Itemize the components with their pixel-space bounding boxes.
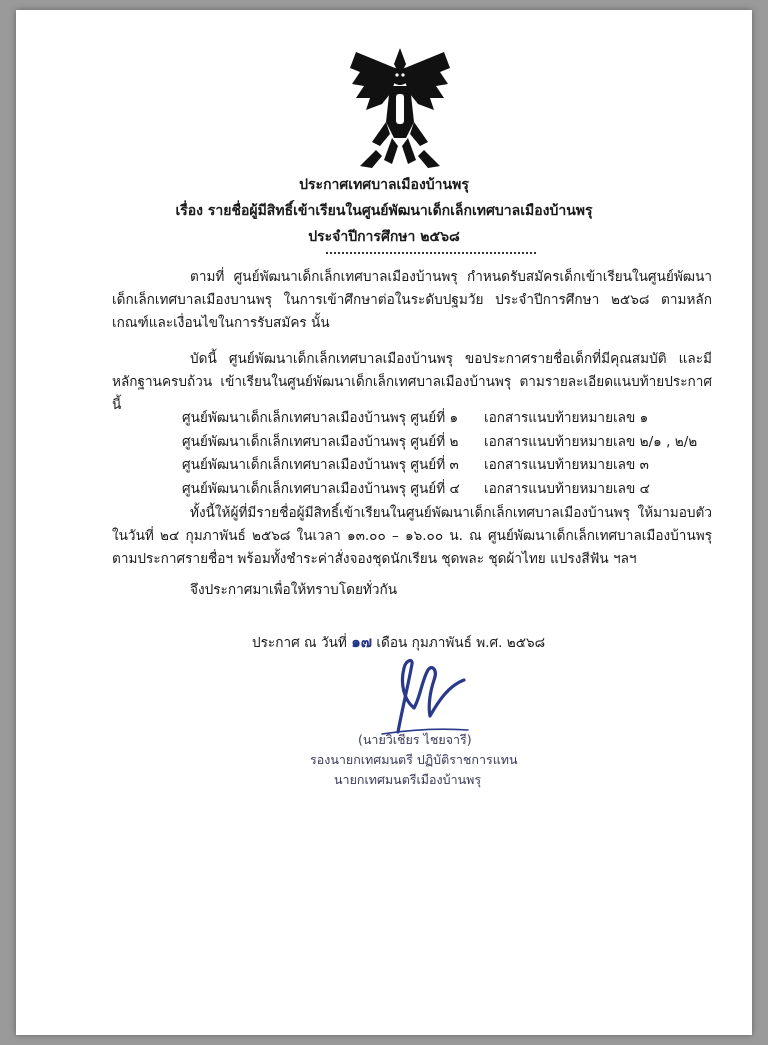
paragraph-3: ทั้งนี้ให้ผู้ที่มีรายชื่อผู้มีสิทธิ์เข้าเรียนในศูนย์พัฒนาเด็กเล็กเทศบาลเมืองบ้านพรุ ให้มามอบตัวในวันที่ ๒๔ กุมภาพันธ์ ๒๕๖๘ ในเวลา ๑๓.๐๐ – ๑๖.๐๐ น. ณ ศูนย์พัฒนาเด็กเล็กเทศบาลเมืองบ้านพรุ ตามประกาศรายชื่อฯ พร้อมทั้งชำระค่าสั่งจองชุดนักเรียน ชุดพละ ชุดผ้าไทย แปรงสีฟัน ฯลฯ	[112, 505, 712, 567]
list-item	[182, 431, 697, 455]
date-suffix: เดือน กุมภาพันธ์ พ.ศ. ๒๕๖๘	[376, 635, 546, 651]
center-name: ศูนย์พัฒนาเด็กเล็กเทศบาลเมืองบ้านพรุ ศูนย์ที่ ๓	[182, 457, 459, 473]
paragraph-2: บัดนี้ ศูนย์พัฒนาเด็กเล็กเทศบาลเมืองบ้านพรุ ขอประกาศรายชื่อเด็กที่มีคุณสมบัติ และมีหลักฐานครบถ้วน เข้าเรียนในศูนย์พัฒนาเด็กเล็กเทศบาลเมืองบ้านพรุ ตามรายละเอียดแนบท้ายประกาศนี้	[112, 351, 712, 413]
attachment-ref: เอกสารแนบท้ายหมายเลข ๔	[484, 480, 650, 497]
list-item	[182, 478, 697, 502]
list-item	[182, 407, 697, 431]
signer-title-1: รองนายกเทศมนตรี ปฏิบัติราชการแทน	[310, 752, 518, 767]
attachment-ref: เอกสารแนบท้ายหมายเลข ๓	[484, 457, 649, 473]
center-name: ศูนย์พัฒนาเด็กเล็กเทศบาลเมืองบ้านพรุ ศูนย์ที่ ๔	[182, 480, 460, 497]
signature-icon	[368, 650, 478, 740]
list-item	[182, 454, 697, 478]
date-prefix: ประกาศ ณ วันที่	[252, 635, 347, 651]
dotted-divider	[326, 252, 536, 254]
signer-name: (นายวิเชียร ไชยจารี)	[358, 732, 472, 747]
center-name: ศูนย์พัฒนาเด็กเล็กเทศบาลเมืองบ้านพรุ ศูนย์ที่ ๑	[182, 410, 459, 426]
garuda-emblem-icon	[346, 42, 454, 172]
attachment-ref: เอกสารแนบท้ายหมายเลข ๒/๑ , ๒/๒	[484, 433, 698, 450]
paragraph-1: ตามที่ ศูนย์พัฒนาเด็กเล็กเทศบาลเมืองบ้านพรุ กำหนดรับสมัครเด็กเข้าเรียนในศูนย์พัฒนาเด็กเล็กเทศบาลเมืองบานพรุ ในการเข้าศึกษาต่อในระดับปฐมวัย ประจำปีการศึกษา ๒๕๖๘ ตามหลักเกณฑ์และเงื่อนไขในการรับสมัคร นั้น	[112, 269, 712, 331]
center-name: ศูนย์พัฒนาเด็กเล็กเทศบาลเมืองบ้านพรุ ศูนย์ที่ ๒	[182, 433, 459, 450]
closing-line: จึงประกาศมาเพื่อให้ทราบโดยทั่วกัน	[190, 582, 398, 598]
attachment-ref: เอกสารแนบท้ายหมายเลข ๑	[484, 410, 649, 426]
signer-title-2: นายกเทศมนตรีเมืองบ้านพรุ	[334, 772, 482, 787]
announcement-title: ประกาศเทศบาลเมืองบ้านพรุ	[299, 177, 469, 193]
document-page	[16, 10, 752, 1035]
announcement-subject: เรื่อง รายชื่อผู้มีสิทธิ์เข้าเรียนในศูนย์พัฒนาเด็กเล็กเทศบาลเมืองบ้านพรุ	[175, 203, 593, 219]
date-day: ๑๗	[351, 633, 373, 651]
academic-year: ประจำปีการศึกษา ๒๕๖๘	[308, 229, 460, 245]
center-list	[182, 407, 697, 501]
